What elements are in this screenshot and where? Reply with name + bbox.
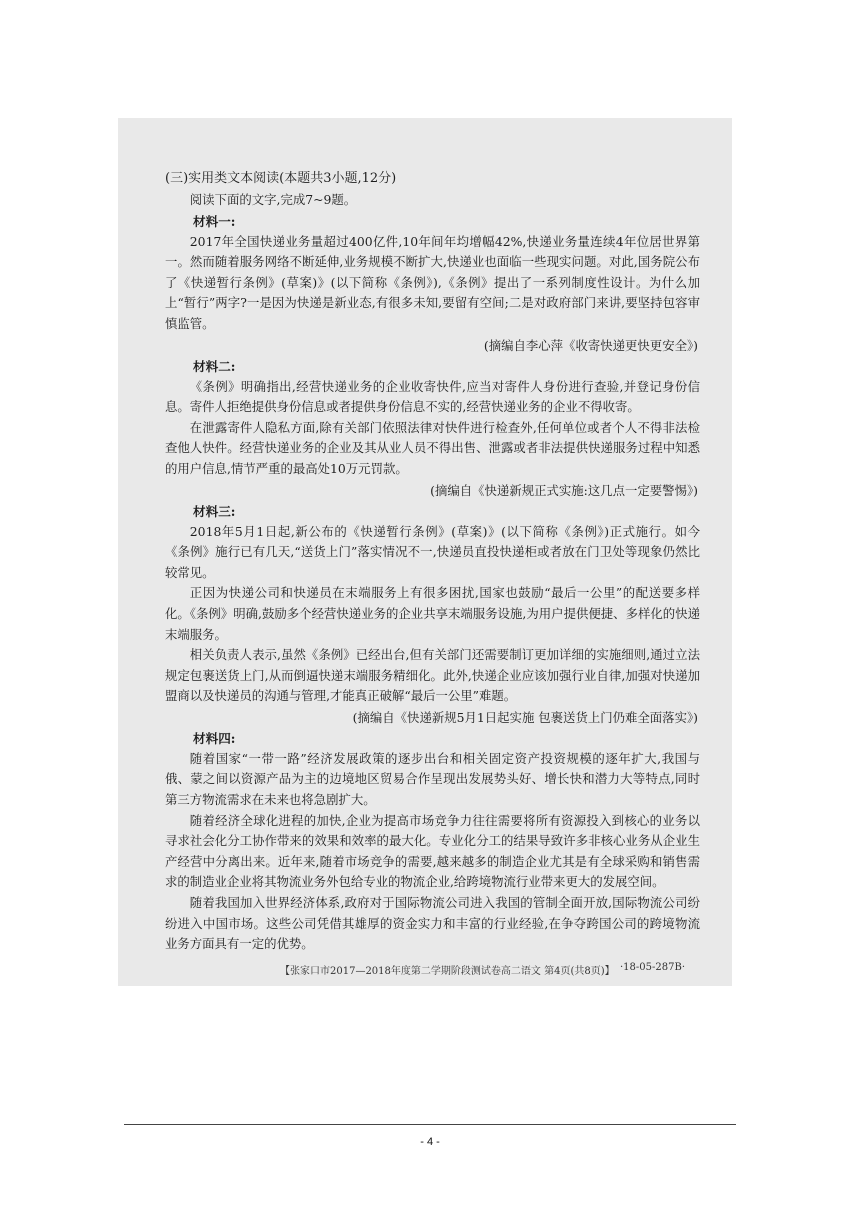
material-paragraph: 正因为快递公司和快递员在末端服务上有很多困扰,国家也鼓励“最后一公里”的配送要多样化。《条例》明确,鼓励多个经营快递业务的企业共享末端服务设施,为用户提供便捷、多样化的快递末端服务。 <box>165 585 700 642</box>
material-label: 材料三: <box>193 503 236 519</box>
material-paragraph: 随着国家“一带一路”经济发展政策的逐步出台和相关固定资产投资规模的逐年扩大,我国与俄、蒙之间以资源产品为主的边境地区贸易合作呈现出发展势头好、增长快和潜力大等特点,同时第三方物流需求在未来也将急剧扩大。 <box>165 750 700 808</box>
reading-passage <box>165 168 700 955</box>
scan-code: ·18-05-287B· <box>620 962 685 973</box>
material-paragraph: 随着我国加入世界经济体系,政府对于国际物流公司进入我国的管制全面开放,国际物流公司纷纷进入中国市场。这些公司凭借其雄厚的资金实力和丰富的行业经验,在争夺跨国公司的跨境物流业务方面具有一定的优势。 <box>165 895 700 952</box>
material-source: (摘编自李心萍《收寄快递更快更安全》) <box>483 337 698 353</box>
material-paragraph: 《条例》明确指出,经营快递业务的企业收寄快件,应当对寄件人身份进行查验,并登记身份信息。寄件人拒绝提供身份信息或者提供身份信息不实的,经营快递业务的企业不得收寄。 <box>165 378 700 415</box>
material-paragraph: 2017年全国快递业务量超过400亿件,10年间年均增幅42%,快递业务量连续4年位居世界第一。然而随着服务网络不断延伸,业务规模不断扩大,快递业也面临一些现实问题。对此,国务院公布了《快递暂行条例》(草案)》(以下简称《条例》),《条例》提出了一系列制度性设计。为什么加上“暂行”两字?一是因为快递是新业态,有很多未知,要留有空间;二是对政府部门来讲,要坚持包容审慎监管。 <box>165 233 700 331</box>
page-number: - 4 - <box>420 1136 440 1148</box>
material-paragraph: 随着经济全球化进程的加快,企业为提高市场竞争力往往需要将所有资源投入到核心的业务以寻求社会化分工协作带来的效果和效率的最大化。专业化分工的结果导致许多非核心业务从企业生产经营中分离出来。近年来,随着市场竞争的需要,越来越多的制造企业尤其是有全球采购和销售需求的制造业企业将其物流业务外包给专业的物流企业,给跨境物流行业带来更大的发展空间。 <box>165 812 700 890</box>
material-label: 材料四: <box>193 730 236 746</box>
footer-rule <box>124 1124 736 1125</box>
instruction: 阅读下面的文字,完成7~9题。 <box>189 192 357 207</box>
material-paragraph: 在泄露寄件人隐私方面,除有关部门依照法律对快件进行检查外,任何单位或者个人不得非法检查他人快件。经营快递业务的企业及其从业人员不得出售、泄露或者非法提供快递服务过程中知悉的用户信息,情节严重的最高处10万元罚款。 <box>165 419 700 476</box>
scan-footer: 【张家口市2017—2018年度第二学期阶段测试卷高二语文 第4页(共8页)】 <box>280 966 615 977</box>
material-source: (摘编自《快递新规正式实施:这几点一定要警惕》) <box>430 482 698 498</box>
material-source: (摘编自《快递新规5月1日起实施 包裹送货上门仍难全面落实》) <box>352 709 698 725</box>
material-paragraph: 相关负责人表示,虽然《条例》已经出台,但有关部门还需要制订更加详细的实施细则,通过立法规定包裹送货上门,从而倒逼快递末端服务精细化。此外,快递企业应该加强行业自律,加强对快递加盟商以及快递员的沟通与管理,才能真正破解“最后一公里”难题。 <box>165 647 700 704</box>
section-heading: (三)实用类文本阅读(本题共3小题,12分) <box>165 171 397 186</box>
material-paragraph: 2018年5月1日起,新公布的《快递暂行条例》(草案)》(以下简称《条例》)正式施行。如今《条例》施行已有几天,“送货上门”落实情况不一,快递员直投快递柜或者放在门卫处等现象仍然比较常见。 <box>165 523 700 580</box>
material-label: 材料一: <box>193 213 236 229</box>
material-label: 材料二: <box>193 358 236 374</box>
